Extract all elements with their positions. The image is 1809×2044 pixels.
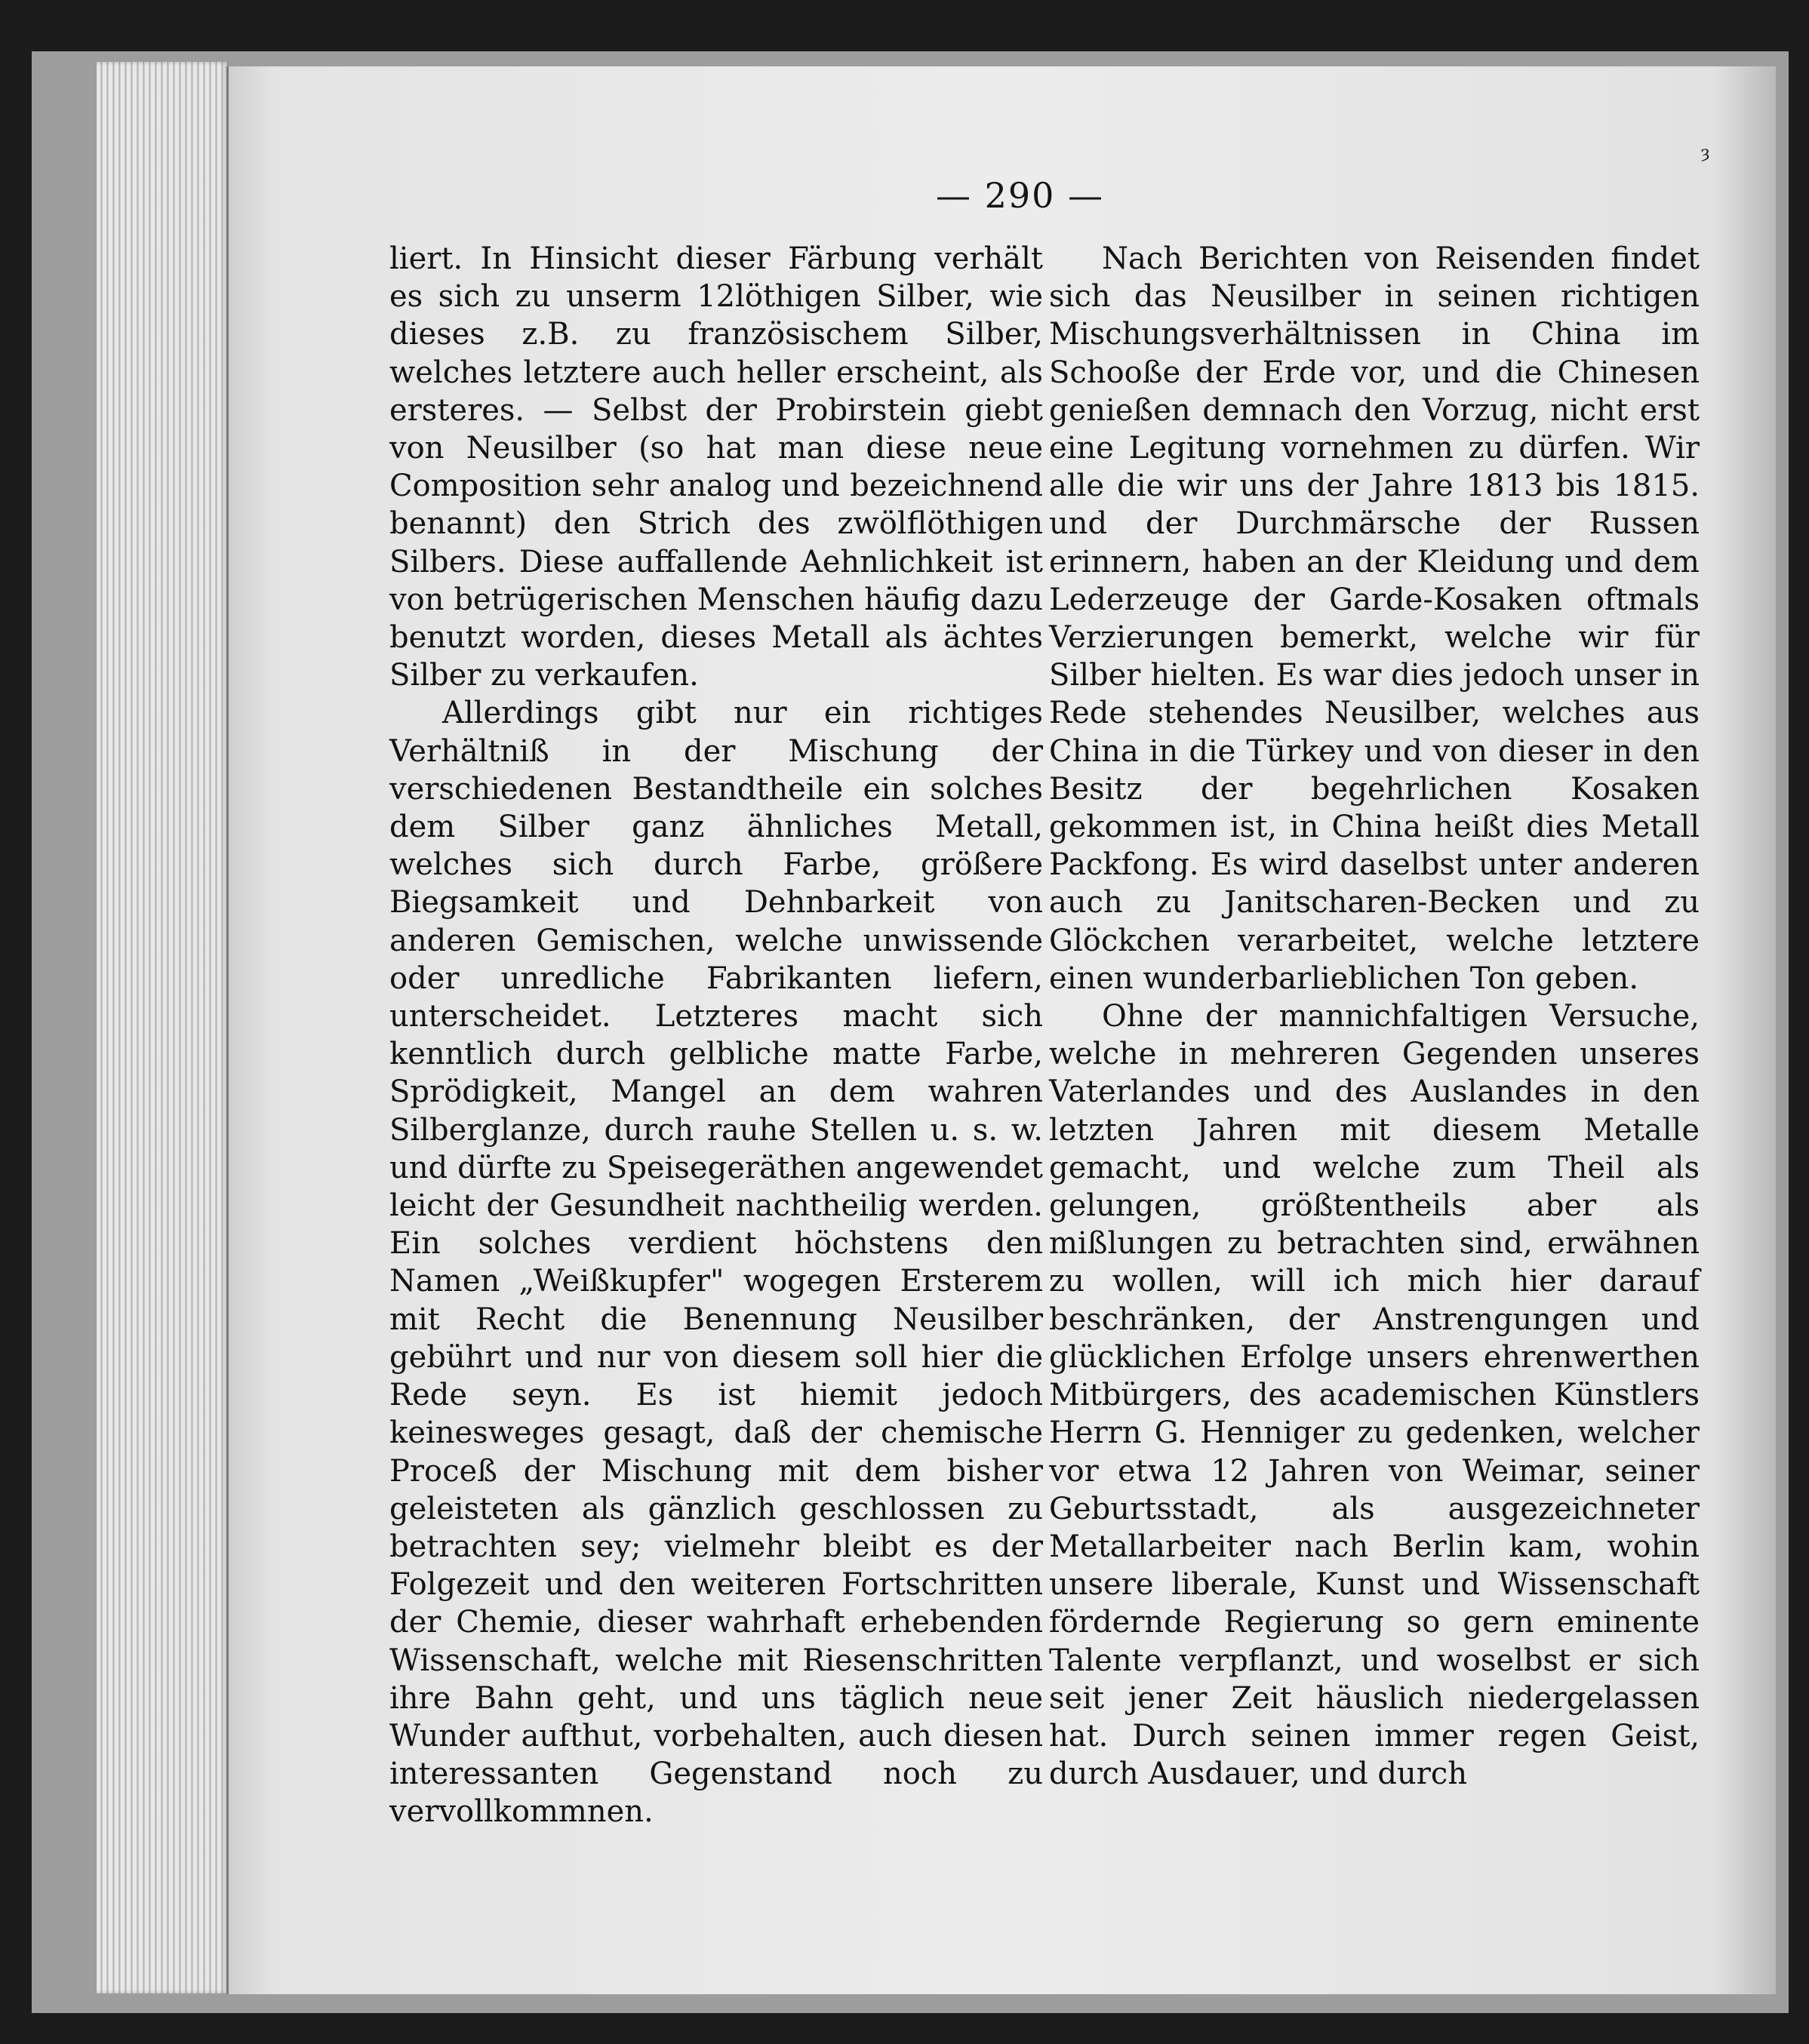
paragraph: Allerdings gibt nur ein richtiges Verhältniß in der Mischung der verschiedenen Bestandtheile ein solches dem Silber ganz ähnliches Metall, welches sich durch Farbe, größere Biegsamkeit und Dehnbarkeit von anderen Gemischen, welche unwissende oder unredliche Fabrikanten liefern, unterscheidet. Letzteres macht sich kenntlich durch gelbliche matte Farbe, Sprödigkeit, Mangel an dem wahren Silberglanze, durch rauhe Stellen u. s. w. und dürfte zu Speisegeräthen angewendet leicht der Gesundheit nachtheilig werden. Ein solches verdient höchstens den Namen „Weißkupfer" wogegen Ersterem mit Recht die Benennung Neusilber gebührt und nur von diesem soll hier die Rede seyn. Es ist hiemit jedoch keinesweges gesagt, daß der chemische Proceß der Mischung mit dem bisher geleisteten als gänzlich geschlossen zu betrachten sey; vielmehr bleibt es der Folgezeit und den weiteren Fortschritten der Chemie, dieser wahrhaft erhebenden Wissenschaft, welche mit Riesenschritten ihre Bahn geht, und uns täglich neue Wunder aufthut, vorbehalten, auch diesen interessanten Gegenstand noch zu vervollkommnen. <box>389 696 1043 1830</box>
right-column <box>1049 240 1700 1793</box>
corner-mark: ȝ <box>1701 143 1710 162</box>
page-edges <box>97 62 229 1993</box>
paragraph: Ohne der mannichfaltigen Versuche, welche in mehreren Gegenden unseres Vaterlandes und des Auslandes in den letzten Jahren mit diesem Metalle gemacht, und welche zum Theil als gelungen, größtentheils aber als mißlungen zu betrachten sind, erwähnen zu wollen, will ich mich hier darauf beschränken, der Anstrengungen und glücklichen Erfolge unsers ehrenwerthen Mitbürgers, des academischen Künstlers Herrn G. Henniger zu gedenken, welcher vor etwa 12 Jahren von Weimar, seiner Geburtsstadt, als ausgezeichneter Metallarbeiter nach Berlin kam, wohin unsere liberale, Kunst und Wissenschaft fördernde Regierung so gern eminente Talente verpflanzt, und woselbst er sich seit jener Zeit häuslich niedergelassen hat. Durch seinen immer regen Geist, durch Ausdauer, und durch <box>1049 999 1700 1792</box>
paragraph: liert. In Hinsicht dieser Färbung verhält es sich zu unserm 12löthigen Silber, wie dieses z.B. zu französischem Silber, welches letztere auch heller erscheint, als ersteres. — Selbst der Probirstein giebt von Neusilber (so hat man diese neue Composition sehr analog und bezeichnend benannt) den Strich des zwölflöthigen Silbers. Diese auffallende Aehnlichkeit ist von betrügerischen Menschen häufig dazu benutzt worden, dieses Metall als ächtes Silber zu verkaufen. <box>389 241 1043 693</box>
left-column <box>389 240 1043 1831</box>
page-number: — 290 — <box>936 175 1105 216</box>
paragraph: Nach Berichten von Reisenden findet sich das Neusilber in seinen richtigen Mischungsverhältnissen in China im Schooße der Erde vor, und die Chinesen genießen demnach den Vorzug, nicht erst eine Legitung vornehmen zu dürfen. Wir alle die wir uns der Jahre 1813 bis 1815. und der Durchmärsche der Russen erinnern, haben an der Kleidung und dem Lederzeuge der Garde-Kosaken oftmals Verzierungen bemerkt, welche wir für Silber hielten. Es war dies jedoch unser in Rede stehendes Neusilber, welches aus China in die Türkey und von dieser in den Besitz der begehrlichen Kosaken gekommen ist, in China heißt dies Metall Packfong. Es wird daselbst unter anderen auch zu Janitscharen-Becken und zu Glöckchen verarbeitet, welche letztere einen wunderbarlieblichen Ton geben. <box>1049 241 1700 996</box>
